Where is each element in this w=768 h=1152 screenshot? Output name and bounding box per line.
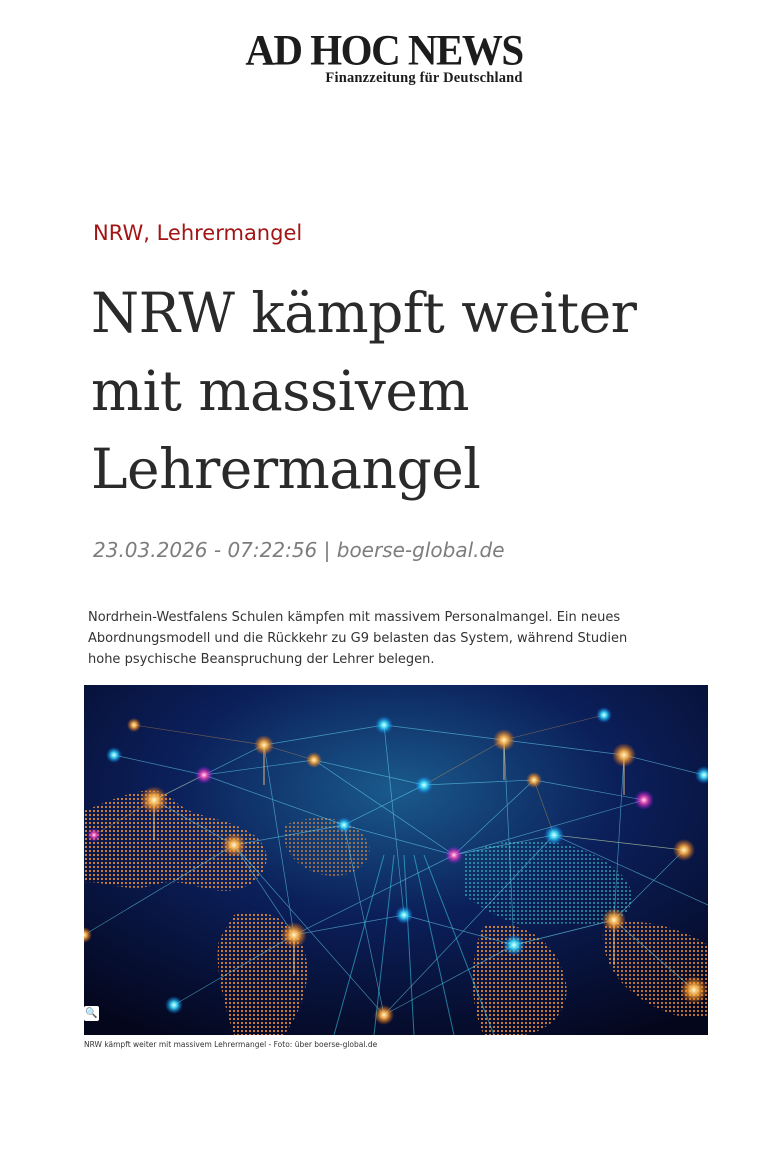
network-map-illustration [84, 685, 708, 1035]
meta-separator: | [323, 538, 331, 562]
article-kicker[interactable]: NRW, Lehrermangel [93, 221, 303, 245]
article-headline: NRW kämpft weiter mit massivem Lehrermangel [91, 281, 637, 501]
article-teaser: Nordrhein-Westfalens Schulen kämpfen mit massivem Personalmangel. Ein neues Abordnungsmodell und die Rückkehr zu G9 belasten das System, während Studien hohe psychische Beanspruchung der Lehrer belegen. [88, 610, 628, 667]
magnifier-icon[interactable]: 🔍 [84, 1006, 99, 1021]
image-caption: NRW kämpft weiter mit massivem Lehrermangel - Foto: über boerse-global.de [84, 1040, 378, 1049]
logo-subtitle: Finanzzeitung für Deutschland [325, 70, 523, 86]
masthead [0, 25, 768, 87]
logo-title: AD HOC NEWS [245, 25, 523, 75]
publish-date: 23.03.2026 - 07:22:56 [93, 538, 318, 562]
article-image[interactable] [84, 685, 708, 1035]
article-meta [93, 538, 505, 562]
article-source[interactable]: boerse-global.de [336, 538, 505, 562]
site-logo[interactable] [245, 25, 523, 86]
